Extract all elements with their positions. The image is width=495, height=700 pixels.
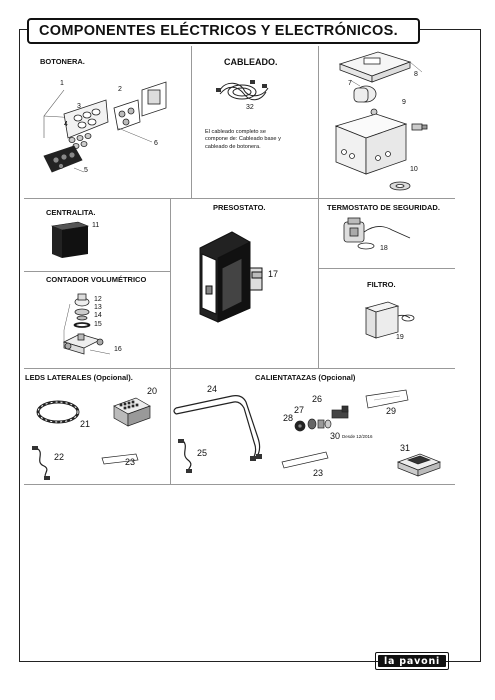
section-title-botonera: BOTONERA.: [40, 57, 85, 66]
part-number: 19: [396, 334, 404, 341]
divider: [191, 46, 192, 198]
part-number: 32: [246, 104, 254, 111]
part-number: 5: [84, 167, 88, 174]
part-number: 1: [60, 80, 64, 87]
divider: [24, 271, 170, 272]
part-number: 23: [313, 468, 324, 478]
part-number: 20: [147, 386, 158, 396]
part-number: 3: [77, 103, 81, 110]
divider: [318, 46, 319, 198]
section-title-calientatazas: CALIENTATAZAS (Opcional): [255, 373, 356, 382]
page-title-text: COMPONENTES ELÉCTRICOS Y ELECTRÓNICOS.: [39, 23, 398, 39]
part-number: 21: [80, 419, 91, 429]
led-ring-diagram: [34, 398, 82, 426]
part-number: 8: [414, 71, 418, 78]
part-number: 18: [380, 245, 388, 252]
section-title-contador: CONTADOR VOLUMÉTRICO: [46, 275, 147, 284]
section-title-leds: LEDS LATERALES (Opcional).: [25, 373, 133, 382]
part-number: 10: [410, 166, 418, 173]
section-title-termostato: TERMOSTATO DE SEGURIDAD.: [327, 203, 440, 212]
wiring-diagram: [214, 76, 274, 106]
part-number: 23: [125, 457, 136, 467]
part-number: 13: [94, 304, 102, 311]
junction-box-diagram: [330, 46, 440, 196]
part-number: 31: [400, 443, 411, 453]
part-number: 12: [94, 296, 102, 303]
brand-logo-text: la pavoni: [383, 655, 441, 667]
part-number: 28: [283, 413, 294, 423]
divider: [318, 268, 455, 269]
divider: [24, 198, 455, 199]
divider: [170, 198, 171, 368]
part-number: 30: [330, 431, 341, 441]
part-number: 25: [197, 448, 208, 458]
brand-logo: [375, 652, 449, 670]
led-driver-diagram: [110, 396, 154, 430]
keypad-diagram: [34, 78, 184, 188]
part-number: 14: [94, 312, 102, 319]
part-number: 24: [207, 384, 218, 394]
part-number: 4: [64, 121, 68, 128]
part-number: 11: [92, 222, 100, 229]
since-date-note: Desde 12/2016: [342, 434, 373, 439]
part-number: 9: [402, 99, 406, 106]
part-number: 26: [312, 394, 323, 404]
part-number: 2: [118, 86, 122, 93]
flow-meter-diagram: [50, 290, 120, 360]
section-title-presostato: PRESOSTATO.: [213, 203, 266, 212]
wiring-note: El cableado completo se compone de: Cableado base y cableado de botonera.: [205, 129, 281, 150]
part-number: 16: [114, 346, 122, 353]
part-number: 7: [348, 80, 352, 87]
part-number: 15: [94, 321, 102, 328]
safety-thermostat-diagram: [338, 216, 418, 256]
divider: [170, 368, 171, 484]
part-number: 27: [294, 405, 305, 415]
part-number: 29: [386, 406, 397, 416]
filter-diagram: [362, 298, 422, 342]
section-title-centralita: CENTRALITA.: [46, 208, 96, 217]
divider: [318, 198, 319, 368]
part-number: 6: [154, 140, 158, 147]
led-cable-diagram: [30, 444, 60, 482]
section-title-filtro: FILTRO.: [367, 280, 396, 289]
section-title-cableado: CABLEADO.: [224, 57, 278, 67]
control-unit-diagram: [48, 220, 92, 260]
divider: [24, 368, 455, 369]
part-number: 22: [54, 452, 65, 462]
part-number: 17: [268, 269, 279, 279]
pressure-switch-diagram: [192, 228, 272, 324]
divider: [24, 484, 455, 485]
cup-warmer-strip-diagram: [280, 448, 330, 468]
page-title: [27, 18, 420, 44]
